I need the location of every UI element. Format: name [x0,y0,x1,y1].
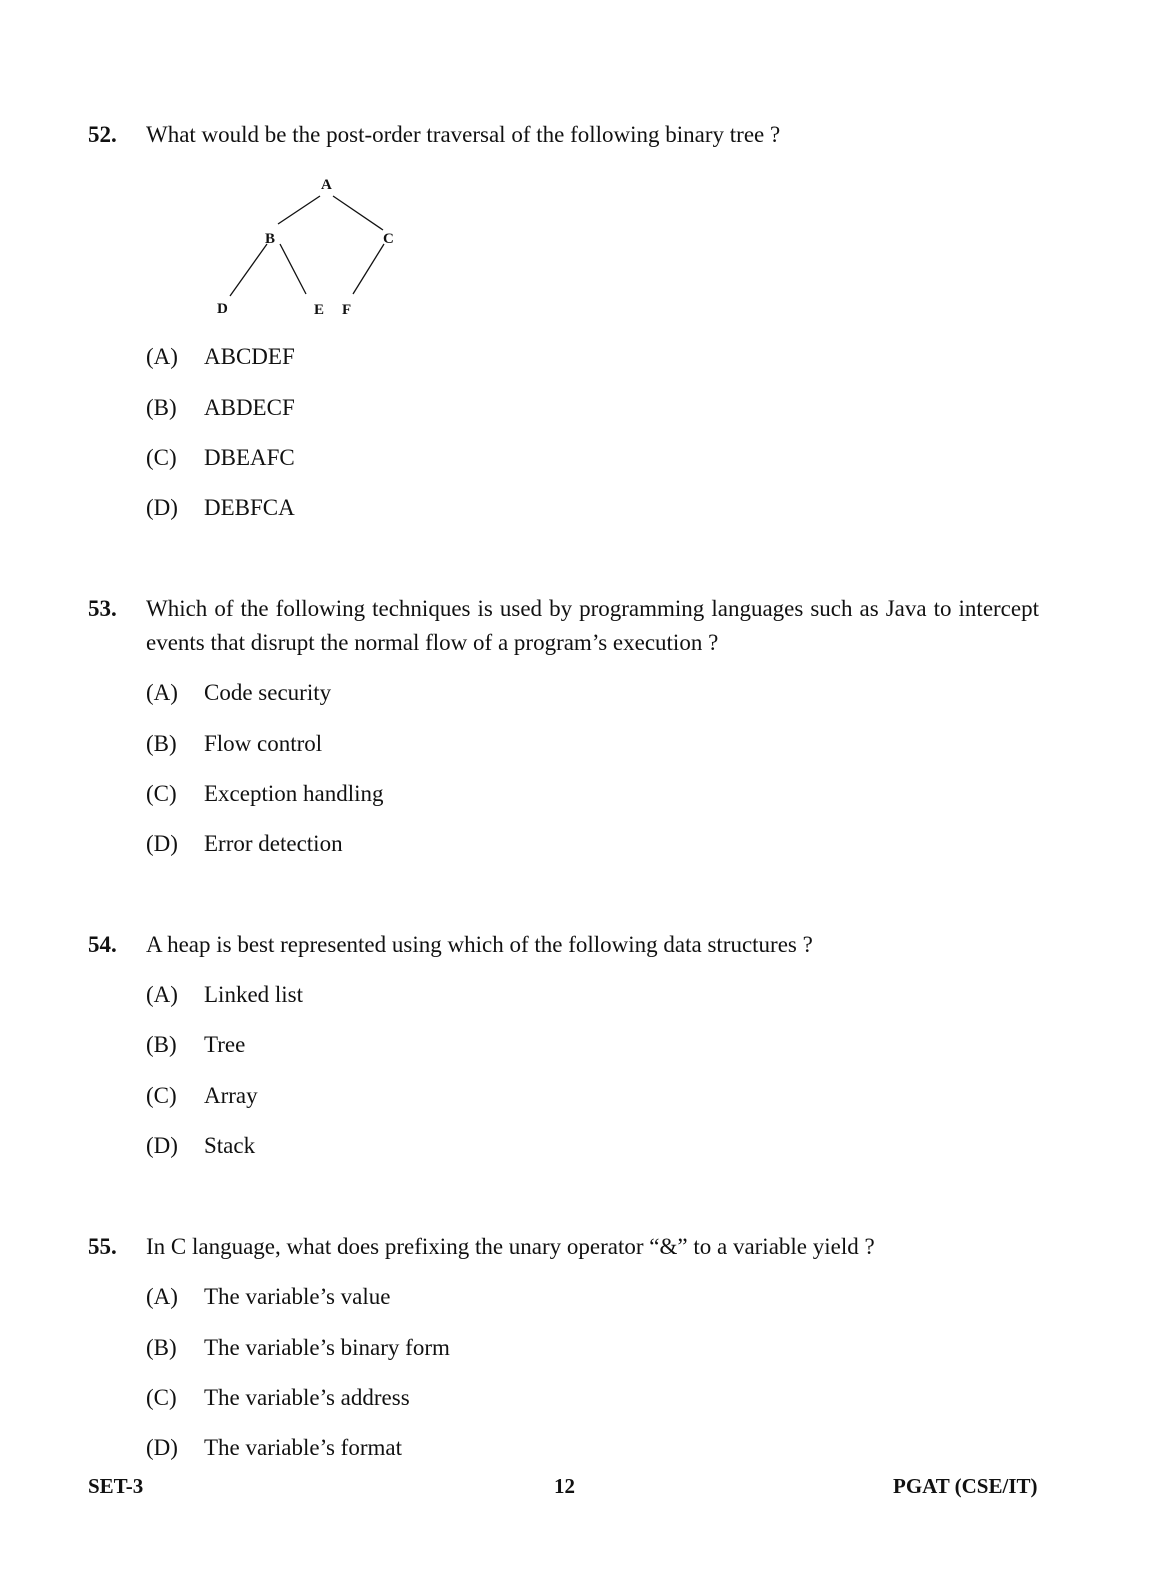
option-d [146,1431,402,1465]
option-label: (B) [146,395,177,420]
tree-node-c: C [383,231,394,247]
option-text: The variable’s address [204,1385,410,1410]
tree-node-b: B [265,231,276,247]
option-label: (D) [146,1133,178,1158]
option-label: (A) [146,344,178,369]
option-label: (A) [146,1284,178,1309]
question-number: 52. [88,122,117,147]
option-label: (A) [146,680,178,705]
question-number: 55. [88,1234,117,1259]
tree-node-e: E [314,302,325,318]
edge-b-d [230,244,267,296]
option-text: Stack [204,1133,256,1158]
option-text: Linked list [204,982,304,1007]
edge-a-c [333,196,383,230]
option-text: ABDECF [204,395,295,420]
question-text: In C language, what does prefixing the unary operator “&” to a variable yield ? [146,1234,875,1259]
option-label: (D) [146,1435,178,1460]
option-text: The variable’s binary form [204,1335,450,1360]
edge-b-e [280,244,306,294]
footer-exam-code: PGAT (CSE/IT) [893,1474,1038,1498]
option-label: (A) [146,982,178,1007]
option-d [146,1129,255,1163]
option-text: Exception handling [204,781,384,806]
option-label: (D) [146,831,178,856]
edge-a-b [278,196,320,224]
option-text: Tree [204,1032,246,1057]
option-label: (C) [146,781,177,806]
option-d [146,827,343,861]
footer-page-number: 12 [554,1474,575,1498]
option-label: (B) [146,1335,177,1360]
question-number: 54. [88,932,117,957]
option-label: (B) [146,1032,177,1057]
option-c [146,777,384,811]
option-c [146,1079,258,1113]
option-b [146,391,295,425]
option-b [146,1028,245,1062]
option-text: DEBFCA [204,495,295,520]
tree-node-a: A [321,177,332,193]
option-a [146,978,303,1012]
tree-node-f: F [342,302,352,318]
option-c [146,1381,410,1415]
option-text: Error detection [204,831,343,856]
option-a [146,676,331,710]
option-text: ABCDEF [204,344,295,369]
option-text: The variable’s value [204,1284,391,1309]
option-d [146,491,295,525]
option-text: The variable’s format [204,1435,402,1460]
binary-tree-diagram [200,168,420,328]
question-number: 53. [88,596,117,621]
option-text: Code security [204,680,332,705]
option-text: Flow control [204,731,323,756]
option-b [146,1331,450,1365]
option-label: (D) [146,495,178,520]
option-text: DBEAFC [204,445,295,470]
option-label: (C) [146,445,177,470]
question-text: Which of the following techniques is used by programming languages such as Java to intercept events that disrupt the normal flow of a program’s execution ? [146,596,1039,655]
option-a [146,1280,390,1314]
question-text: What would be the post-order traversal of the following binary tree ? [146,122,781,147]
option-label: (C) [146,1385,177,1410]
tree-node-d: D [217,301,228,317]
option-c [146,441,295,475]
option-text: Array [204,1083,258,1108]
footer-set-label: SET-3 [88,1474,144,1498]
option-label: (C) [146,1083,177,1108]
option-a [146,340,295,374]
edge-c-f [353,244,384,294]
option-b [146,727,322,761]
option-label: (B) [146,731,177,756]
question-text: A heap is best represented using which of the following data structures ? [146,932,813,957]
